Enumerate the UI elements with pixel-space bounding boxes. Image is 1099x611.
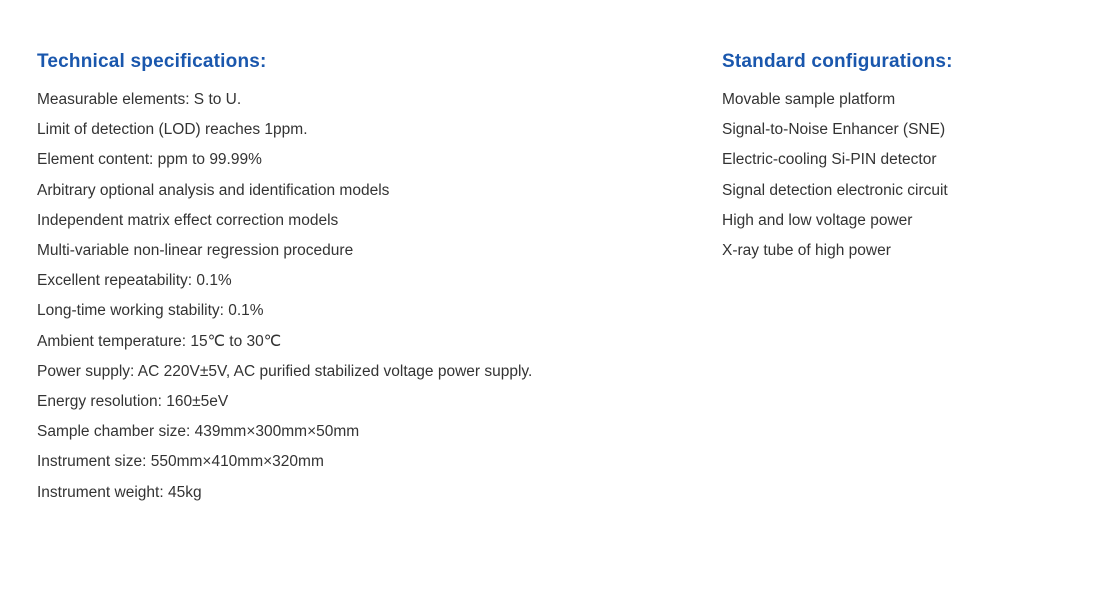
spec-line: Element content: ppm to 99.99% xyxy=(37,151,262,169)
spec-line: Excellent repeatability: 0.1% xyxy=(37,272,232,290)
spec-line: Power supply: AC 220V±5V, AC purified stabilized voltage power supply. xyxy=(37,362,533,380)
standard-configurations-section xyxy=(722,50,1082,266)
standard-configurations-title: Standard configurations: xyxy=(722,51,953,72)
spec-line: Ambient temperature: 15℃ to 30℃ xyxy=(37,332,282,350)
spec-line: Instrument weight: 45kg xyxy=(37,483,202,501)
spec-line: Electric-cooling Si-PIN detector xyxy=(722,151,937,169)
spec-line: Long-time working stability: 0.1% xyxy=(37,302,264,320)
spec-line: Sample chamber size: 439mm×300mm×50mm xyxy=(37,423,360,441)
technical-specifications-list xyxy=(37,85,687,508)
standard-configurations-list xyxy=(722,85,1082,266)
spec-line: High and low voltage power xyxy=(722,211,913,229)
technical-specifications-section xyxy=(37,50,687,508)
spec-line: Signal-to-Noise Enhancer (SNE) xyxy=(722,121,946,139)
spec-line: Independent matrix effect correction models xyxy=(37,211,339,229)
spec-line: Multi-variable non-linear regression procedure xyxy=(37,242,354,260)
spec-line: X-ray tube of high power xyxy=(722,242,891,260)
spec-line: Instrument size: 550mm×410mm×320mm xyxy=(37,453,324,471)
spec-line: Energy resolution: 160±5eV xyxy=(37,393,229,411)
spec-line: Limit of detection (LOD) reaches 1ppm. xyxy=(37,121,308,139)
spec-line: Signal detection electronic circuit xyxy=(722,181,948,199)
technical-specifications-title: Technical specifications: xyxy=(37,51,267,72)
spec-line: Arbitrary optional analysis and identification models xyxy=(37,181,390,199)
spec-line: Movable sample platform xyxy=(722,91,896,108)
spec-line: Measurable elements: S to U. xyxy=(37,91,242,108)
